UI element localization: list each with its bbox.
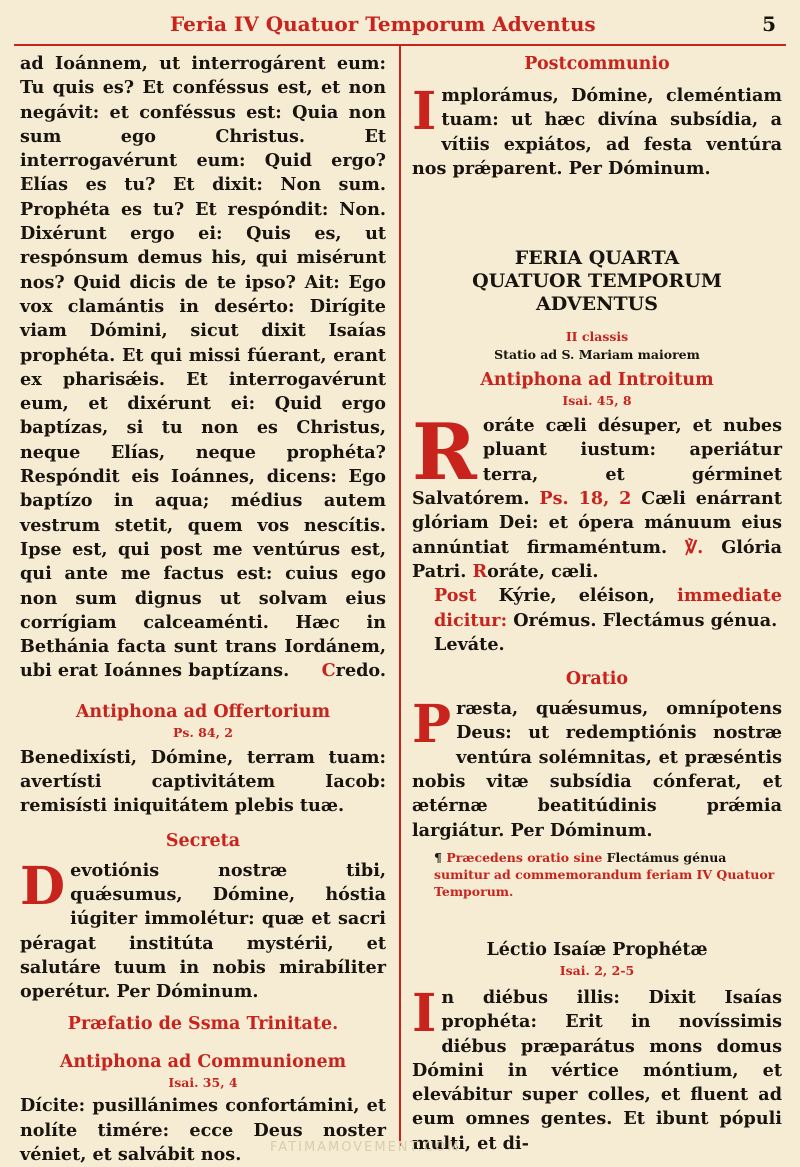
secreta-heading: Secreta bbox=[165, 830, 241, 851]
postcommunio-text bbox=[412, 81, 782, 181]
left-column bbox=[20, 52, 386, 1167]
gloria-patri: Glória Patri. bbox=[412, 536, 782, 582]
lectio-drop-initial: I bbox=[412, 982, 437, 1044]
secreta-drop-initial: D bbox=[20, 855, 66, 917]
running-title: Feria IV Quatuor Temporum Adventus bbox=[170, 12, 596, 36]
rubric-text-2: sumitur ad commemorandum feriam IV Quatuor Temporum. bbox=[434, 866, 775, 899]
postcommunio-heading: Postcommunio bbox=[524, 54, 670, 74]
rubric-text-1: Præcedens oratio sine bbox=[446, 849, 603, 865]
oratio-drop-initial: P bbox=[412, 694, 452, 756]
lectio-heading: Léctio Isaíæ Prophétæ bbox=[486, 939, 708, 960]
statio-label: Statio ad S. Mariam maiorem bbox=[494, 347, 700, 363]
watermark: FATIMAMOVEMENT.COM bbox=[270, 1140, 461, 1155]
levate-text: Leváte. bbox=[434, 633, 505, 655]
credo-initial: C bbox=[321, 660, 336, 682]
rubric-post: Post bbox=[434, 585, 477, 607]
rorate-initial: R bbox=[472, 560, 488, 582]
lectio-text bbox=[412, 982, 782, 1156]
introit-text bbox=[412, 407, 782, 584]
lectio-body: n diébus illis: Dixit Isaías prophéta: Erit in novíssimis diébus præparátus mons domus Dómini in vértice móntium, et elevábitur super colles, et fluent ad eum omnes gentes. Et ibunt pópuli multi, et di- bbox=[412, 986, 782, 1154]
communion-text: Dícite: pusillánimes confortámini, et nolíte timére: ecce Deus noster véniet, et salvábit nos. bbox=[20, 1095, 386, 1165]
credo bbox=[322, 659, 386, 683]
oratio-text bbox=[412, 694, 782, 843]
gospel-text bbox=[20, 52, 386, 684]
offertory-text: Benedixísti, Dómine, terram tuam: avertísti captivitátem Iacob: remisísti iniquitátem plebis tuæ. bbox=[20, 746, 386, 817]
lectio-reference: Isai. 2, 2-5 bbox=[559, 962, 635, 978]
postcommunio-drop-initial: I bbox=[412, 81, 437, 142]
offertory-heading: Antiphona ad Offertorium bbox=[75, 701, 331, 722]
secreta-body: evotiónis nostræ tibi, quǽsumus, Dómine, hóstia iúgiter immolétur: quæ et sacri péragat institúta mystérii, et salutáre tuum in nobis mirabíliter operétur. Per Dóminum. bbox=[20, 859, 386, 1003]
oremus-text: Orémus. Flectámus génua. bbox=[513, 609, 778, 631]
introit-antiphon: oráte cæli désuper, et nubes pluant iustum: aperiátur terra, et gérminet Salvatórem. bbox=[412, 415, 782, 510]
feria-title-line-2: QUATUOR TEMPORUM bbox=[472, 270, 722, 293]
oratio-rubric bbox=[412, 849, 782, 900]
introit-psalm: Cæli enárrant glóriam Dei: et ópera mánuum eius annúntiat firmaméntum. bbox=[412, 488, 782, 558]
rubric-flectamus: Flectámus génua bbox=[606, 849, 727, 865]
rorate-rest: oráte, cæli. bbox=[487, 560, 599, 582]
class-label: II classis bbox=[565, 329, 629, 345]
column-divider bbox=[399, 46, 401, 1146]
introit-psalm-ref: Ps. 18, 2 bbox=[539, 488, 632, 510]
postcommunio-body: mplorámus, Dómine, cleméntiam tuam: ut hæc divína subsídia, a vítiis expiátos, ad festa ventúra nos prǽparent. Per Dóminum. bbox=[412, 85, 782, 179]
introit-drop-initial: R bbox=[412, 407, 477, 499]
oratio-heading: Oratio bbox=[565, 669, 629, 690]
communion-reference: Isai. 35, 4 bbox=[168, 1075, 238, 1091]
page-number: 5 bbox=[762, 12, 776, 36]
credo-rest: redo. bbox=[335, 660, 386, 682]
introit-heading: Antiphona ad Introitum bbox=[480, 370, 714, 391]
right-column bbox=[412, 52, 782, 1156]
kyrie-rubric bbox=[412, 584, 782, 633]
oratio-body: ræsta, quǽsumus, omnípotens Deus: ut redemptiónis nostræ ventúra solémnitas, et præséntis nobis vitæ subsídia cónferat, et ætérnæ beatitúdinis prǽmia largiátur. Per Dóminum. bbox=[412, 698, 782, 841]
page-header bbox=[0, 0, 800, 40]
gospel-body: ad Ioánnem, ut interrogárent eum: Tu quis es? Et conféssus est, et non negávit: et conféssus est: Quia non sum ego Christus. Et interrogavérunt eum: Quid ergo? Elías es tu? Et dixit: Non sum. Prophéta es tu? Et respóndit: Non. Dixérunt ergo ei: Quis es, ut respónsum demus his, qui misérunt nos? Quid dicis de te ipso? Ait: Ego vox clamántis in desérto: Dirígite viam Dómini, sicut dixit Isaías prophéta. Et qui missi fúerant, erant ex pharisǽis. Et interrogavérunt eum, et dixérunt ei: Quid ergo baptízas, si tu non es Christus, neque Elías, neque prophéta? Respóndit eis Ioánnes, dicens: Ego baptízo in aqua; médius autem vestrum stetit, quem vos nescítis. Ipse est, qui post me ventúrus est, qui ante me factus est: cuius ego non sum dignus ut solvam eius corrígiam calceaménti. Hæc in Bethánia facta sunt trans Iordánem, ubi erat Ioánnes baptízans. bbox=[20, 53, 386, 682]
communion-heading: Antiphona ad Communionem bbox=[59, 1052, 347, 1073]
versicle-symbol: ℣. bbox=[685, 536, 704, 558]
feria-title-line-3: ADVENTUS bbox=[536, 293, 658, 316]
rubric-immediate: immediate dicitur: bbox=[434, 585, 782, 631]
rubric-mark: ¶ bbox=[434, 849, 442, 865]
offertory-reference: Ps. 84, 2 bbox=[173, 724, 233, 740]
kyrie-text: Kýrie, eléison, bbox=[498, 585, 656, 607]
preface-heading: Præfatio de Ssma Trinitate. bbox=[67, 1014, 339, 1035]
introit-reference: Isai. 45, 8 bbox=[562, 393, 632, 409]
secreta-text bbox=[20, 855, 386, 1005]
feria-title-line-1: FERIA QUARTA bbox=[514, 247, 680, 270]
